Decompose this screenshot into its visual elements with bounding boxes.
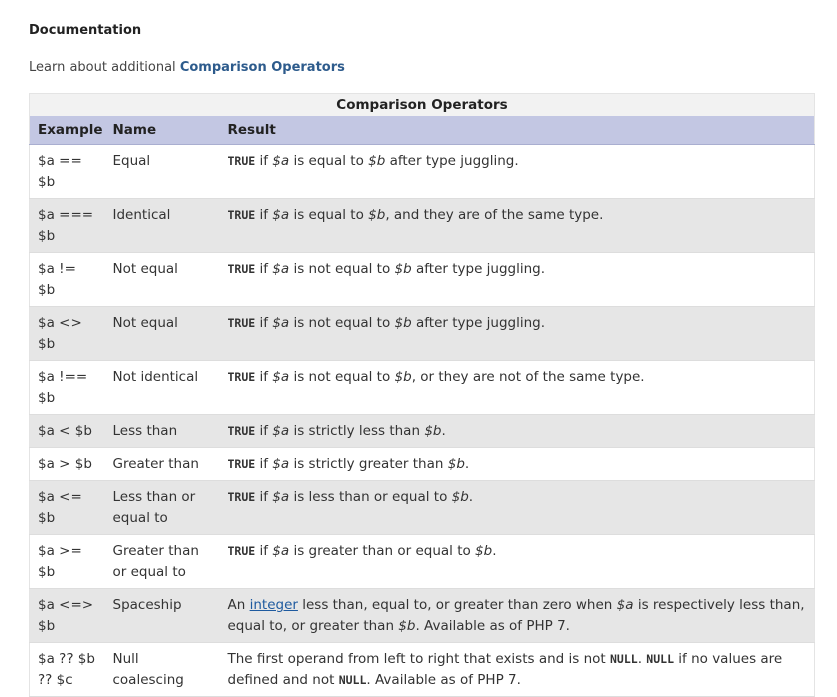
cell-example: $a <=> $b [30,589,105,643]
cell-result [220,253,815,307]
cell-name: Less than or equal to [105,481,220,535]
cell-name: Greater than or equal to [105,535,220,589]
column-header-result: Result [220,116,815,145]
cell-name: Spaceship [105,589,220,643]
result-text: is strictly less than [289,423,425,439]
cell-name: Not identical [105,361,220,415]
keyword-constant: NULL [338,673,367,687]
table-row [30,448,815,481]
integer-link[interactable]: integer [249,597,298,613]
keyword-constant: TRUE [227,154,256,168]
variable-text: $a [272,489,290,505]
result-text: if [255,369,273,385]
cell-result [220,589,815,643]
result-text: is equal to [289,153,369,169]
keyword-constant: TRUE [227,208,256,222]
cell-example: $a > $b [30,448,105,481]
cell-example: $a <= $b [30,481,105,535]
variable-text: $a [272,456,290,472]
result-text: . Available as of PHP 7. [366,672,521,688]
result-text: less than, equal to, or greater than zero when [297,597,617,613]
variable-text: $b [475,543,493,559]
result-text: if [255,261,273,277]
table-header [30,116,815,145]
result-text: is respectively less than, equal to, or greater than [227,597,805,634]
comparison-operators-link[interactable]: Comparison Operators [179,60,345,75]
comparison-operators-table [29,93,815,697]
variable-text: $a [616,597,634,613]
table-body [30,145,815,697]
table-row [30,643,815,697]
cell-result [220,361,815,415]
cell-example: $a <> $b [30,307,105,361]
cell-result [220,535,815,589]
cell-example: $a != $b [30,253,105,307]
result-text: , or they are not of the same type. [411,369,645,385]
variable-text: $a [272,153,290,169]
column-header-example: Example [30,116,105,145]
result-text: The first operand from left to right that exists and is not [227,651,610,667]
keyword-constant: TRUE [227,262,256,276]
cell-result [220,415,815,448]
variable-text: $b [368,153,386,169]
result-text: is less than or equal to [289,489,452,505]
result-text: if [255,489,273,505]
variable-text: $b [398,618,416,634]
result-text: is strictly greater than [289,456,448,472]
keyword-constant: TRUE [227,544,256,558]
result-text: if [255,207,273,223]
variable-text: $a [272,369,290,385]
table-row [30,253,815,307]
cell-name: Not equal [105,253,220,307]
result-text: if [255,315,273,331]
result-text: An [227,597,250,613]
table-row [30,199,815,253]
table-row [30,589,815,643]
variable-text: $b [394,315,412,331]
cell-result [220,307,815,361]
cell-result [220,643,815,697]
result-text: is greater than or equal to [289,543,476,559]
cell-name: Identical [105,199,220,253]
result-text: is not equal to [289,369,395,385]
cell-name: Equal [105,145,220,199]
table-row [30,535,815,589]
table-row [30,481,815,535]
operators-table-container [29,93,815,697]
result-text: . [637,651,647,667]
result-text: . Available as of PHP 7. [415,618,570,634]
cell-name: Greater than [105,448,220,481]
cell-example: $a === $b [30,199,105,253]
intro-text [29,60,345,75]
cell-name: Less than [105,415,220,448]
column-header-name: Name [105,116,220,145]
variable-text: $a [272,423,290,439]
intro-prefix: Learn about additional [29,60,180,75]
keyword-constant: TRUE [227,457,256,471]
keyword-constant: TRUE [227,370,256,384]
table-row [30,415,815,448]
cell-example: $a == $b [30,145,105,199]
result-text: if [255,543,273,559]
result-text: after type juggling. [385,153,519,169]
table-row [30,145,815,199]
result-text: after type juggling. [411,261,546,277]
cell-name: Null coalescing [105,643,220,697]
result-text: . [492,543,497,559]
result-text: if [255,456,273,472]
cell-example: $a !== $b [30,361,105,415]
variable-text: $a [272,261,290,277]
cell-name: Not equal [105,307,220,361]
result-text: is equal to [289,207,369,223]
result-text: is not equal to [289,315,395,331]
variable-text: $b [424,423,442,439]
result-text: . [441,423,446,439]
variable-text: $b [447,456,465,472]
result-text: after type juggling. [411,315,546,331]
section-heading: Documentation [29,23,142,38]
variable-text: $a [272,315,290,331]
keyword-constant: TRUE [227,316,256,330]
cell-example: $a >= $b [30,535,105,589]
table-row [30,307,815,361]
result-text: . [464,456,470,472]
variable-text: $a [272,543,290,559]
header-row [30,116,815,145]
cell-example: $a ?? $b ?? $c [30,643,105,697]
result-text: if no values are defined and not [227,651,783,688]
result-text: if [255,423,273,439]
result-text: , and they are of the same type. [385,207,604,223]
variable-text: $b [368,207,386,223]
variable-text: $a [272,207,290,223]
result-text: if [255,153,273,169]
keyword-constant: TRUE [227,490,256,504]
keyword-constant: NULL [646,652,674,666]
result-text: . [468,489,474,505]
cell-result [220,145,815,199]
variable-text: $b [394,261,412,277]
keyword-constant: TRUE [227,424,256,438]
cell-result [220,481,815,535]
cell-result [220,199,815,253]
cell-example: $a < $b [30,415,105,448]
keyword-constant: NULL [610,652,638,666]
cell-result [220,448,815,481]
table-row [30,361,815,415]
variable-text: $b [451,489,469,505]
table-caption: Comparison Operators [29,93,815,116]
variable-text: $b [394,369,412,385]
result-text: is not equal to [289,261,395,277]
